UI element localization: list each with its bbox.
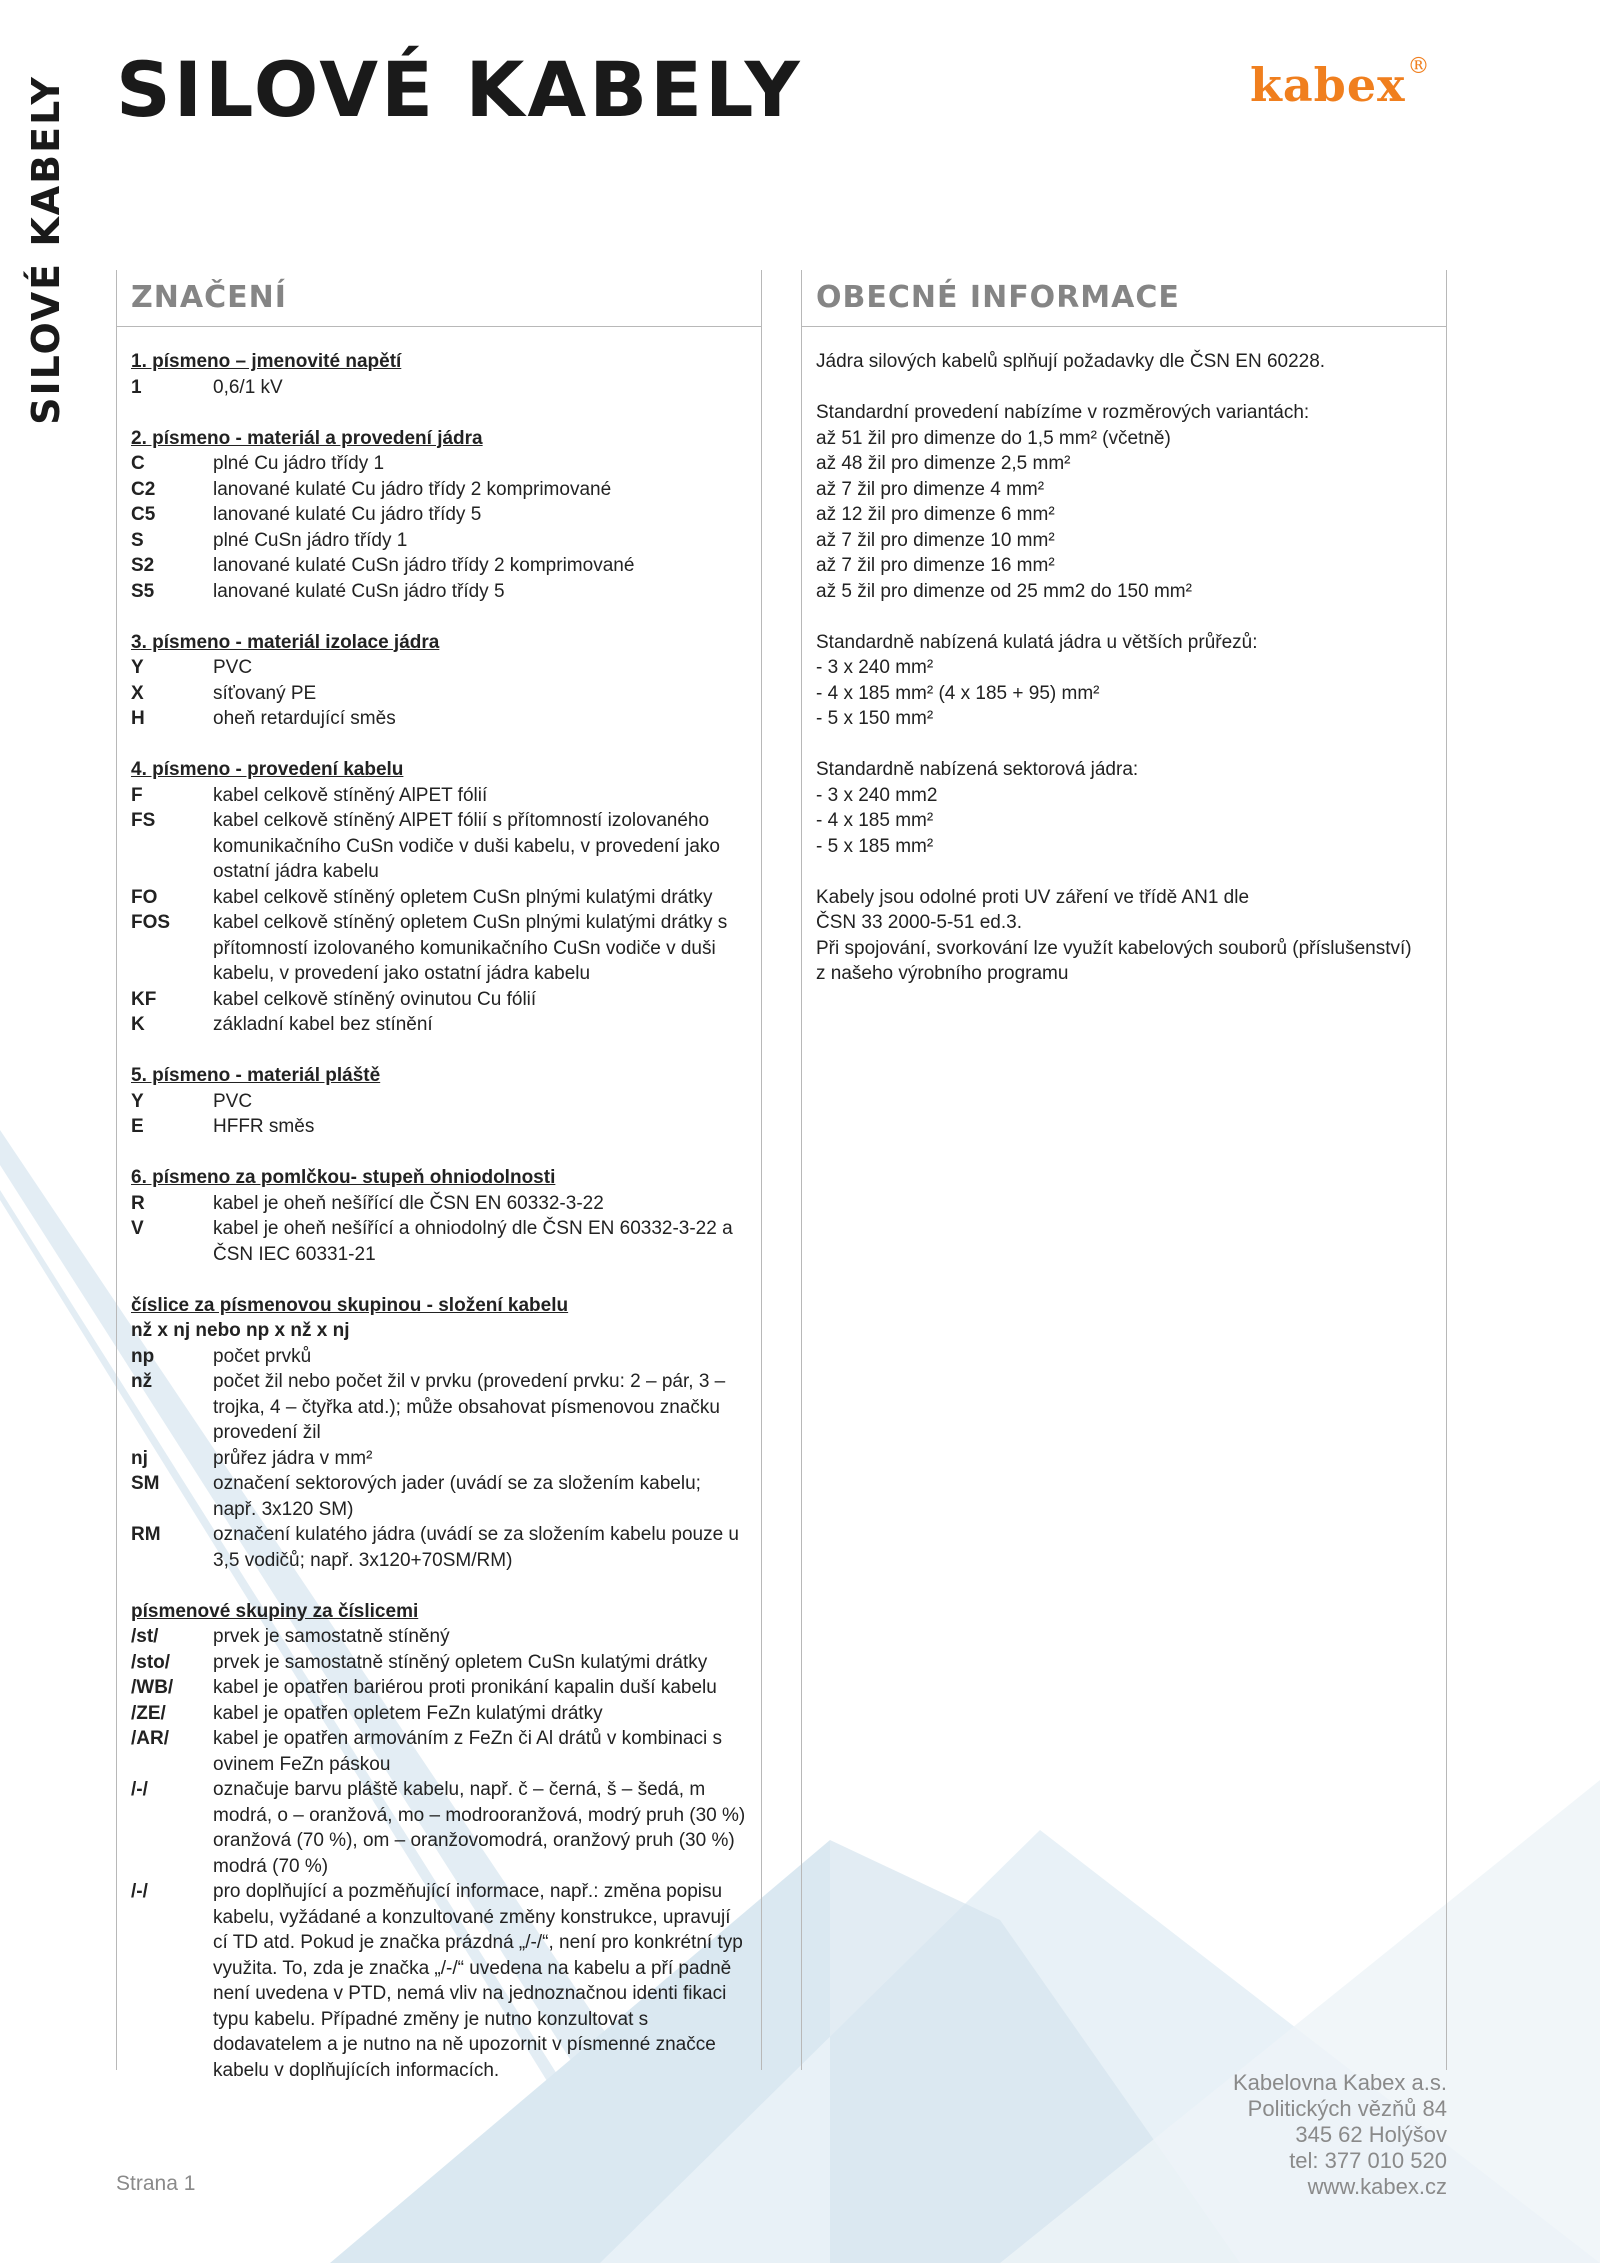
section-title: písmenové skupiny za číslicemi xyxy=(131,1600,419,1622)
marking-section xyxy=(131,757,747,1038)
code-label: RM xyxy=(131,1524,161,1545)
code-description: plné CuSn jádro třídy 1 xyxy=(213,529,408,551)
code-label: K xyxy=(131,1014,145,1035)
code-description: kabel je opatřen bariérou proti pronikání kapalin duší kabelu xyxy=(213,1677,717,1698)
code-description: kabel je oheň nešířící a ohniodolný dle ČSN EN 60332-3-22 a ČSN IEC 60331-21 xyxy=(213,1218,733,1265)
code-description: prvek je samostatně stíněný opletem CuSn kulatými drátky xyxy=(213,1651,708,1673)
code-row xyxy=(131,477,747,503)
info-line: - 4 x 185 mm² (4 x 185 + 95) mm² xyxy=(816,682,1100,704)
info-line: až 12 žil pro dimenze 6 mm² xyxy=(816,504,1055,525)
code-row xyxy=(131,1089,747,1115)
code-row xyxy=(131,655,747,681)
code-description: počet prvků xyxy=(213,1345,312,1367)
code-row xyxy=(131,528,747,554)
info-line: až 7 žil pro dimenze 16 mm² xyxy=(816,555,1055,576)
code-description: plné Cu jádro třídy 1 xyxy=(213,453,385,474)
info-line: - 4 x 185 mm² xyxy=(816,810,934,831)
company-address xyxy=(1233,2070,1447,2200)
code-label: /-/ xyxy=(131,1779,148,1800)
code-description: pro doplňující a pozměňující informace, např.: změna popisu kabelu, vyžádané a konzultované změny konstrukce, upravují cí TD atd. Pokud je značka prázdná „/-/“, není pro konkrétní typ využita. To, zda je značka „/-/“ uvedena na kabelu a pří padně není uvedena v PTD, nemá vliv na jednoznačnou identi fikaci typu kabelu. Případné změny je nutno konzultovat s dodavatelem a je nutno na ně upozornit v písmenné značce kabelu v doplňujících informacích. xyxy=(213,1881,743,2081)
code-label: X xyxy=(131,682,144,704)
marking-section xyxy=(131,630,747,732)
page-title: SILOVÉ KABELY xyxy=(116,45,803,134)
general-info-column xyxy=(801,270,1447,1012)
info-line: až 51 žil pro dimenze do 1,5 mm² (včetně) xyxy=(816,427,1171,449)
marking-section xyxy=(131,426,747,605)
info-line: až 7 žil pro dimenze 10 mm² xyxy=(816,529,1055,551)
code-label: KF xyxy=(131,988,157,1010)
code-description: kabel celkově stíněný ovinutou Cu fólií xyxy=(213,988,537,1010)
code-description: lanované kulaté CuSn jádro třídy 5 xyxy=(213,580,505,602)
code-label: FOS xyxy=(131,912,171,933)
code-label: E xyxy=(131,1116,144,1137)
code-description: 0,6/1 kV xyxy=(213,376,283,398)
code-row xyxy=(131,885,747,911)
registered-mark: ® xyxy=(1407,54,1431,79)
info-line: - 5 x 150 mm² xyxy=(816,708,934,729)
info-line: Jádra silových kabelů splňují požadavky dle ČSN EN 60228. xyxy=(816,351,1326,372)
code-description: oheň retardující směs xyxy=(213,708,396,729)
code-description: průřez jádra v mm² xyxy=(213,1447,373,1469)
code-row xyxy=(131,1624,747,1650)
info-line: ČSN 33 2000-5-51 ed.3. xyxy=(816,912,1022,933)
section-title: 5. písmeno - materiál pláště xyxy=(131,1065,381,1086)
code-row xyxy=(131,1216,747,1267)
code-label: SM xyxy=(131,1473,160,1494)
code-row xyxy=(131,1522,747,1573)
info-line: Kabely jsou odolné proti UV záření ve třídě AN1 dle xyxy=(816,886,1250,908)
code-description: PVC xyxy=(213,657,253,678)
side-title: SILOVÉ KABELY xyxy=(24,75,68,425)
company-name: Kabelovna Kabex a.s. xyxy=(1232,2070,1447,2095)
code-label: Y xyxy=(131,1090,144,1112)
code-label: /ZE/ xyxy=(131,1702,166,1724)
info-line: až 7 žil pro dimenze 4 mm² xyxy=(816,478,1045,500)
info-line: Při spojování, svorkování lze využít kabelových souborů (příslušenství) xyxy=(816,937,1412,959)
code-description: základní kabel bez stínění xyxy=(213,1014,433,1035)
info-paragraph xyxy=(816,630,1432,732)
code-label: /WB/ xyxy=(131,1677,174,1698)
code-description: PVC xyxy=(213,1090,253,1112)
logo-text: kabex xyxy=(1250,58,1406,112)
code-description: HFFR směs xyxy=(213,1116,315,1137)
info-line: - 5 x 185 mm² xyxy=(816,835,934,857)
code-label: C5 xyxy=(131,504,156,525)
code-description: lanované kulaté CuSn jádro třídy 2 komprimované xyxy=(213,555,635,576)
code-label: nž xyxy=(131,1371,153,1392)
info-line: Standardní provedení nabízíme v rozměrových variantách: xyxy=(816,402,1310,423)
code-label: C2 xyxy=(131,478,156,500)
code-label: C xyxy=(131,453,145,474)
code-row xyxy=(131,681,747,707)
section-title: číslice za písmenovou skupinou - složení kabelu xyxy=(131,1294,569,1316)
code-row xyxy=(131,375,747,401)
company-city: 345 62 Holýšov xyxy=(1295,2122,1447,2147)
info-paragraph xyxy=(816,757,1432,859)
company-website[interactable]: www.kabex.cz xyxy=(1307,2174,1447,2199)
section-title: 2. písmeno - materiál a provedení jádra xyxy=(131,427,483,449)
code-row xyxy=(131,1675,747,1701)
code-row xyxy=(131,1114,747,1140)
code-description: počet žil nebo počet žil v prvku (provedení prvku: 2 – pár, 3 – trojka, 4 – čtyřka atd.); může obsahovat písmenovou značku provedení žil xyxy=(213,1371,726,1443)
code-row xyxy=(131,1701,747,1727)
info-line: z našeho výrobního programu xyxy=(816,963,1069,984)
code-description: kabel celkově stíněný AlPET fólií xyxy=(213,784,488,806)
code-description: kabel je oheň nešířící dle ČSN EN 60332-3-22 xyxy=(213,1192,604,1214)
code-row xyxy=(131,1369,747,1446)
code-description: lanované kulaté Cu jádro třídy 2 komprimované xyxy=(213,478,612,500)
code-row xyxy=(131,808,747,885)
code-label: /st/ xyxy=(131,1626,159,1647)
code-row xyxy=(131,1650,747,1676)
code-label: /sto/ xyxy=(131,1651,171,1673)
code-row xyxy=(131,910,747,987)
info-paragraph xyxy=(816,400,1432,604)
page-number: Strana 1 xyxy=(116,2172,196,2195)
code-description: kabel celkově stíněný opletem CuSn plnými kulatými drátky xyxy=(213,886,713,908)
code-label: S5 xyxy=(131,580,155,602)
code-row xyxy=(131,553,747,579)
code-description: označení sektorových jader (uvádí se za složením kabelu; např. 3x120 SM) xyxy=(213,1473,701,1520)
code-description: kabel je opatřen armováním z FeZn či Al drátů v kombinaci s ovinem FeZn páskou xyxy=(213,1728,723,1775)
marking-heading: ZNAČENÍ xyxy=(131,280,287,315)
code-label: FO xyxy=(131,886,158,908)
marking-section xyxy=(131,1165,747,1267)
code-description: síťovaný PE xyxy=(213,682,317,704)
code-label: H xyxy=(131,708,145,729)
code-row xyxy=(131,579,747,605)
code-label: /AR/ xyxy=(131,1728,169,1749)
marking-section xyxy=(131,1063,747,1140)
code-description: označení kulatého jádra (uvádí se za složením kabelu pouze u 3,5 vodičů; např. 3x120+70SM/RM) xyxy=(213,1524,739,1571)
code-label: R xyxy=(131,1192,145,1214)
code-row xyxy=(131,502,747,528)
code-row xyxy=(131,706,747,732)
code-description: kabel celkově stíněný AlPET fólií s přítomností izolovaného komunikačního CuSn vodiče v duši kabelu, v provedení jako ostatní jádra kabelu xyxy=(213,810,720,882)
info-paragraph xyxy=(816,885,1432,987)
info-line: Standardně nabízená sektorová jádra: xyxy=(816,759,1139,780)
composition-formula: nž x nj nebo np x nž x nj xyxy=(131,1320,350,1341)
code-row xyxy=(131,1726,747,1777)
info-paragraph xyxy=(816,349,1432,375)
code-row xyxy=(131,987,747,1013)
code-description: lanované kulaté Cu jádro třídy 5 xyxy=(213,504,482,525)
general-info-header xyxy=(801,270,1447,327)
code-label: Y xyxy=(131,657,144,678)
code-description: kabel je opatřen opletem FeZn kulatými drátky xyxy=(213,1702,603,1724)
marking-list xyxy=(116,327,762,2083)
code-row xyxy=(131,1471,747,1522)
code-row xyxy=(131,1191,747,1217)
code-row xyxy=(131,1012,747,1038)
marking-header xyxy=(116,270,762,327)
code-label: np xyxy=(131,1345,155,1367)
section-title: 3. písmeno - materiál izolace jádra xyxy=(131,631,440,653)
code-row xyxy=(131,783,747,809)
code-label: F xyxy=(131,784,143,806)
marking-section xyxy=(131,1293,747,1574)
section-title: 1. písmeno – jmenovité napětí xyxy=(131,351,402,372)
marking-section xyxy=(131,349,747,400)
info-line: až 48 žil pro dimenze 2,5 mm² xyxy=(816,453,1071,474)
code-label: FS xyxy=(131,810,156,831)
code-row xyxy=(131,1446,747,1472)
code-label: nj xyxy=(131,1447,148,1469)
code-row xyxy=(131,451,747,477)
general-info-heading: OBECNÉ INFORMACE xyxy=(816,280,1180,315)
code-label: V xyxy=(131,1218,144,1239)
kabex-logo xyxy=(1250,54,1431,112)
info-line: - 3 x 240 mm2 xyxy=(816,784,938,806)
marking-section xyxy=(131,1599,747,2084)
marking-column xyxy=(116,270,762,2109)
general-info-text xyxy=(801,327,1447,987)
code-row xyxy=(131,1777,747,1879)
section-title: 6. písmeno za pomlčkou- stupeň ohniodolnosti xyxy=(131,1167,556,1188)
info-line: až 5 žil pro dimenze od 25 mm2 do 150 mm² xyxy=(816,580,1192,602)
company-street: Politických vězňů 84 xyxy=(1247,2096,1447,2121)
info-line: - 3 x 240 mm² xyxy=(816,657,934,678)
code-label: S xyxy=(131,529,144,551)
code-label: 1 xyxy=(131,376,142,398)
company-phone: tel: 377 010 520 xyxy=(1289,2148,1447,2173)
code-label: /-/ xyxy=(131,1881,148,1902)
code-row xyxy=(131,1344,747,1370)
code-description: kabel celkově stíněný opletem CuSn plnými kulatými drátky s přítomností izolovaného komunikačního CuSn vodiče v duši kabelu, v provedení jako ostatní jádra kabelu xyxy=(213,912,728,984)
code-description: prvek je samostatně stíněný xyxy=(213,1626,450,1647)
code-description: označuje barvu pláště kabelu, např. č – černá, š – šedá, m modrá, o – oranžová, mo – modrooranžová, modrý pruh (30 %) oranžová (70 %), om – oranžovomodrá, oranžový pruh (30 %) modrá (70 %) xyxy=(213,1779,746,1877)
code-label: S2 xyxy=(131,555,155,576)
code-row xyxy=(131,1879,747,2083)
section-title: 4. písmeno - provedení kabelu xyxy=(131,759,404,780)
info-line: Standardně nabízená kulatá jádra u větších průřezů: xyxy=(816,631,1258,653)
